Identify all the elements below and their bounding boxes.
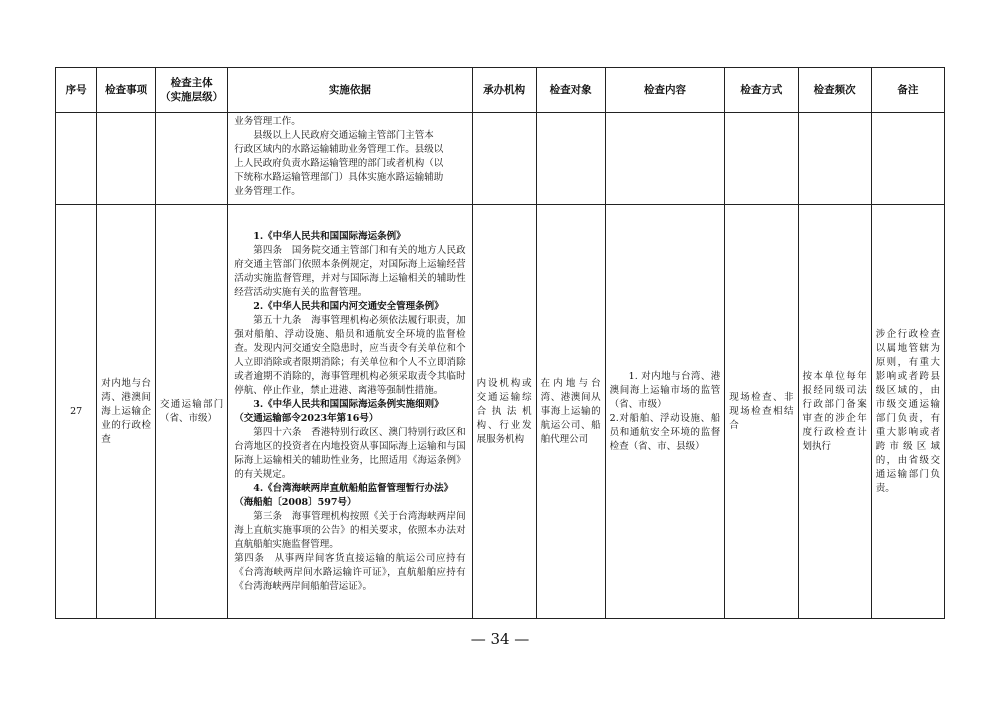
continued-line: 下统称水路运输管理部门）具体实施水路运输辅助: [234, 172, 444, 183]
row-frequency: 按本单位每年报经同级司法行政部门备案审查的涉企年度行政检查计划执行: [798, 205, 871, 619]
continued-content: [605, 113, 725, 205]
header-subject-line2: （实施层级）: [160, 91, 224, 103]
basis-paragraph: 第三条 海事管理机构按照《关于台湾海峡两岸间海上直航实施事项的公告》的相关要求，依照本办法对直航船舶实施监督管理。: [234, 510, 466, 550]
inspection-table: [55, 67, 945, 619]
header-subject: [156, 68, 228, 113]
header-target: 检查对象: [536, 68, 605, 113]
row-remarks: 涉企行政检查以属地管辖为原则，有重大影响或者跨县级区域的，由市级交通运输部门负责，有重大影响或者跨市级区域的，由省级交通运输部门负责。: [871, 205, 944, 619]
continued-line: 行政区域内的水路运输辅助业务管理工作。县级以: [234, 144, 444, 155]
basis-paragraph: 第四条 从事两岸间客货直接运输的航运公司应持有《台湾海峡两岸间水路运输许可证》，直航船舶应持有《台湾海峡两岸间船舶营运证》。: [234, 552, 466, 592]
basis-paragraph: 3.《中华人民共和国国际海运条例实施细则》: [253, 398, 444, 410]
header-agency: 承办机构: [472, 68, 536, 113]
row-basis: [228, 205, 472, 619]
header-remarks: 备注: [871, 68, 944, 113]
continued-frequency: [798, 113, 871, 205]
header-subject-line1: 检查主体: [170, 77, 213, 89]
basis-paragraph: 第五十九条 海事管理机构必须依法履行职责，加强对船舶、浮动设施、船员和通航安全环境的监督检查。发现内河交通安全隐患时，应当责令有关单位和个人立即消除或者限期消除；有关单位和个人不立即消除或者逾期不消除的，海事管理机构必须采取责令其临时停航、停止作业，禁止进港、离港等强制性措施。: [234, 314, 466, 396]
continued-method: [725, 113, 798, 205]
page-number: — 34 —: [470, 630, 530, 648]
header-content: 检查内容: [605, 68, 725, 113]
table-row: [56, 205, 945, 619]
continued-item: [97, 113, 156, 205]
header-row: [56, 68, 945, 113]
basis-paragraph: （海船舶〔2008〕597号）: [234, 496, 357, 508]
continued-line: 县级以上人民政府交通运输主管部门主管本: [253, 130, 434, 141]
continued-line: 上人民政府负责水路运输管理的部门或者机构（以: [234, 158, 444, 169]
header-item: 检查事项: [97, 68, 156, 113]
basis-paragraph: 第四十六条 香港特别行政区、澳门特别行政区和台湾地区的投资者在内地投资从事国际海上运输和与国际海上运输相关的辅助性业务，比照适用《海运条例》的有关规定。: [234, 426, 466, 480]
content-item-1: 1. 对内地与台湾、港澳间海上运输市场的监管（省、市级）: [609, 370, 721, 410]
row-content: [605, 205, 725, 619]
basis-paragraph: 2.《中华人民共和国内河交通安全管理条例》: [253, 300, 444, 312]
row-subject: 交通运输部门（省、市级）: [156, 205, 228, 619]
row-method: 现场检查、非现场检查相结合: [725, 205, 798, 619]
header-method: 检查方式: [725, 68, 798, 113]
continued-line: 业务管理工作。: [234, 116, 301, 127]
row-target: 在内地与台湾、港澳间从事海上运输的航运公司、船舶代理公司: [536, 205, 605, 619]
row-agency: 内设机构或交通运输综合执法机构、行业发展服务机构: [472, 205, 536, 619]
basis-paragraph: 第四条 国务院交通主管部门和有关的地方人民政府交通主管部门依照本条例规定，对国际海上运输经营活动实施监督管理，并对与国际海上运输相关的辅助性经营活动实施有关的监督管理。: [234, 244, 466, 298]
continued-row: [56, 113, 945, 205]
continued-no: [56, 113, 97, 205]
continued-line: 业务管理工作。: [234, 186, 301, 197]
continued-target: [536, 113, 605, 205]
continued-remarks: [871, 113, 944, 205]
content-item-2: 2.对船舶、浮动设施、船员和通航安全环境的监督检查（省、市、县级）: [609, 412, 721, 452]
row-item: 对内地与台湾、港澳间海上运输企业的行政检查: [97, 205, 156, 619]
basis-paragraph: 1.《中华人民共和国国际海运条例》: [253, 230, 406, 242]
basis-paragraph: （交通运输部令2023年第16号）: [234, 412, 379, 424]
row-no: 27: [56, 205, 97, 619]
header-frequency: 检查频次: [798, 68, 871, 113]
continued-agency: [472, 113, 536, 205]
header-basis: 实施依据: [228, 68, 472, 113]
continued-basis: [228, 113, 472, 205]
continued-subject: [156, 113, 228, 205]
basis-paragraph: 4.《台湾海峡两岸直航船舶监督管理暂行办法》: [253, 482, 454, 494]
header-no: 序号: [56, 68, 97, 113]
